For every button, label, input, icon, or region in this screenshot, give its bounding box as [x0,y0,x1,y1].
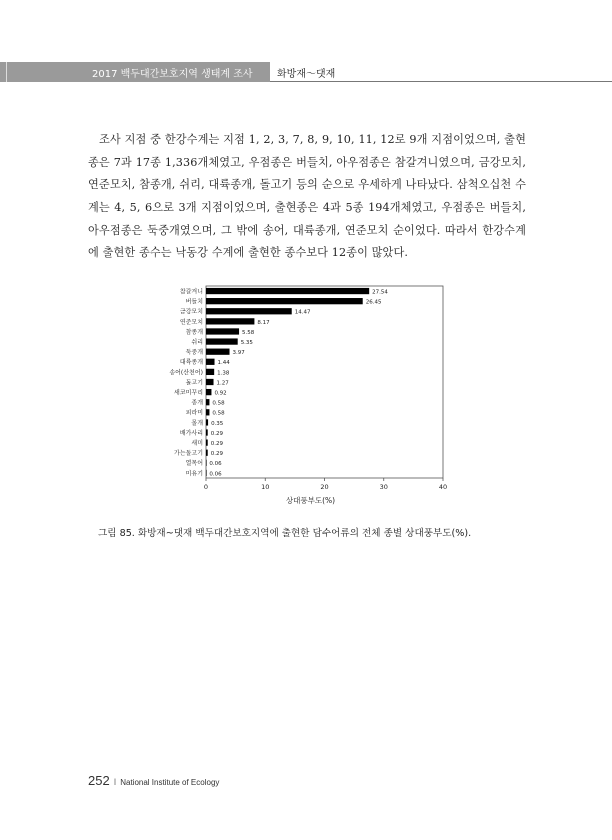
x-axis-label: 상대풍부도(%) [285,496,336,505]
bar [206,338,238,344]
header-underline [270,81,612,82]
data-label: 26.45 [365,299,382,306]
category-label: 금강모치 [179,308,203,316]
bar [206,399,209,405]
data-label: 27.54 [372,289,388,296]
bar [206,359,215,365]
category-label: 피라미 [185,409,203,417]
data-label: 14.47 [294,309,311,316]
bar [206,298,363,304]
bar [206,439,208,445]
bar [206,328,239,334]
running-header [0,62,612,82]
data-label: 0.35 [211,420,224,427]
category-label: 버들치 [185,298,203,306]
data-label: 0.58 [212,410,225,417]
body-paragraph: 조사 지점 중 한강수계는 지점 1, 2, 3, 7, 8, 9, 10, 11, 12로 9개 지점이었으며, 출현종은 7과 17종 1,336개체였고, 우점종은 버들치, 아우점종은 참갈겨니였으며, 금강모치, 연준모치, 참종개, 쉬리, 대륙종개, 돌고기 등의 순으로 우세하게 나타났다. 삼척오십천 수계는 4, 5, 6으로 3개 지점이었으며, 출현종은 4과 5종 194개체였고, 우점종은 버들치, 아우점종은 둑중개였으며, 그 밖에 송어, 대륙종개, 연준모치 순이었다. 따라서 한강수계에 출현한 종수는 낙동강 수계에 출현한 종수보다 12종이 많았다. [88,133,526,260]
data-label: 0.29 [210,441,223,448]
section-title: 화방재～댓재 [277,69,336,80]
data-label: 0.29 [210,451,223,458]
figure-caption: 그림 85. 화방재~댓재 백두대간보호지역에 출현한 담수어류의 전체 종별 상대풍부도(%). [98,528,472,539]
x-tick-label: 0 [203,483,209,491]
data-label: 0.58 [212,400,225,407]
bar [206,308,292,314]
x-tick-label: 10 [261,483,270,491]
page-footer [88,772,219,790]
data-label: 1.27 [216,380,229,387]
footer-separator: I [113,777,117,787]
category-label: 연준모치 [179,318,203,326]
page-number: 252 [88,773,110,788]
category-label: 돌고기 [185,379,203,387]
bar [206,429,208,435]
category-label: 새코미꾸리 [174,389,203,397]
category-label: 쉬리 [191,338,203,346]
data-label: 1.38 [217,370,230,377]
category-label: 종개 [191,399,203,407]
book-title: 2017 백두대간보호지역 생태계 조사 [92,69,253,80]
bar [206,369,214,375]
data-label: 1.44 [217,360,230,367]
data-label: 0.06 [209,471,222,478]
category-label: 대륙종개 [179,359,203,367]
data-label: 0.29 [210,430,223,437]
figure [158,280,458,510]
x-tick-label: 40 [438,483,448,491]
x-tick-label: 20 [320,483,329,491]
header-title-band [0,62,270,82]
bar [206,349,230,355]
data-label: 3.97 [232,350,245,357]
bar [206,318,254,324]
category-label: 열목어 [185,460,203,468]
category-label: 참갈겨니 [179,288,203,296]
bar [206,389,211,395]
data-label: 0.92 [214,390,227,397]
category-label: 가는돌고기 [174,450,203,458]
data-label: 5.35 [240,339,253,346]
header-edge-line [6,62,7,82]
category-label: 둑중개 [185,349,203,357]
category-label: 미유기 [185,470,203,478]
category-label: 배가사리 [179,429,203,437]
bar [206,379,214,385]
data-label: 8.17 [257,319,270,326]
bar [206,450,208,456]
data-label: 5.58 [242,329,255,336]
category-label: 송어(산천어) [169,369,203,377]
x-tick-label: 30 [379,483,388,491]
bar [206,288,369,294]
relative-abundance-chart [158,280,458,510]
category-label: 몰개 [191,419,203,427]
bar [206,470,207,476]
plot-frame [206,286,443,478]
bar [206,460,207,466]
bar [206,409,209,415]
data-label: 0.06 [209,461,222,468]
institute-name: National Institute of Ecology [120,778,220,787]
category-label: 새미 [191,440,203,448]
bar [206,419,208,425]
category-label: 참종개 [185,328,203,336]
